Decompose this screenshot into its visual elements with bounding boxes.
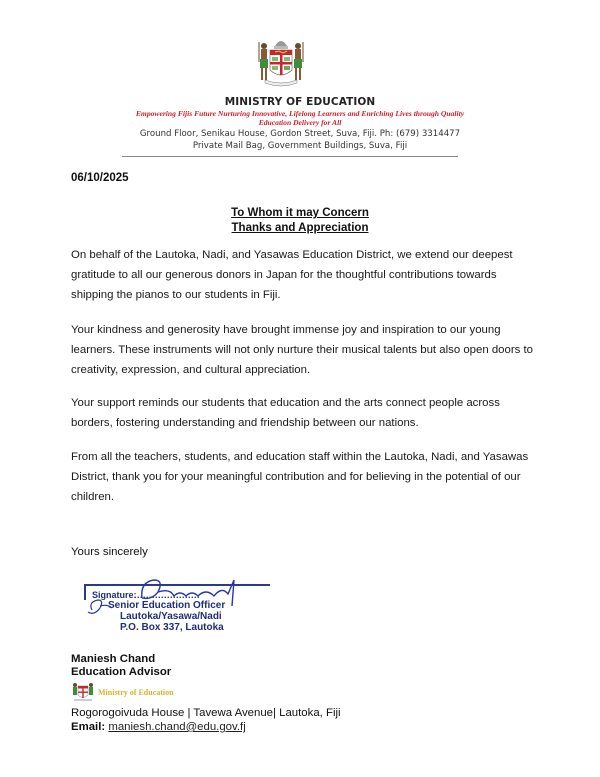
signer-contact [71,706,341,734]
stamp-line-3: P.O. Box 337, Lautoka [120,622,224,633]
handwritten-signature-icon [82,576,272,644]
body-paragraph-3: Your support reminds our students that education and the arts connect people across borders, fostering understanding and friendship between our nations. [71,397,500,429]
email-link[interactable]: maniesh.chand@edu.gov.fj [108,721,246,733]
signer-address: Rogorogoivuda House | Tavewa Avenue| Lautoka, Fiji [71,707,341,719]
stamp-line-1: Senior Education Officer [108,600,226,611]
ministry-motto [100,109,500,127]
letter-date: 06/10/2025 [71,172,129,184]
stamp-signature-label: Signature: [92,590,137,600]
address-line-2: Private Mail Bag, Government Buildings, Suva, Fiji [192,141,408,151]
signer-block [71,653,171,679]
ministry-title: MINISTRY OF EDUCATION [224,96,376,108]
fiji-coat-of-arms-icon [255,36,307,90]
motto-line-2: Education Delivery for All [258,118,342,127]
letter-subject [0,206,600,236]
closing-salutation: Yours sincerely [71,546,148,558]
body-paragraph-1: On behalf of the Lautoka, Nadi, and Yasawas Education District, we extend our deepest gratitude to all our generous donors in Japan for the thoughtful contributions towards shipping the pianos to our students in Fiji. [71,249,513,301]
stamp-signature-dots: ...................... [134,590,201,600]
address-line-1: Ground Floor, Senikau House, Gordon Street, Suva, Fiji. Ph: (679) 3314477 [139,129,461,139]
letterhead-divider [122,156,458,157]
letterhead [100,96,500,152]
body-paragraph-2: Your kindness and generosity have brought immense joy and inspiration to our young learners. These instruments will not only nurture their musical talents but also open doors to creativity, expression, and cultural appreciation. [71,324,533,376]
subject-line-2: Thanks and Appreciation [231,222,369,234]
fiji-coat-of-arms-small-icon [71,681,95,703]
email-signature-logo [71,680,174,704]
logo-ministry-text: Ministry of Education [98,687,174,697]
email-label: Email: [71,721,106,733]
official-stamp [82,576,272,644]
signer-title: Education Advisor [71,666,172,678]
motto-line-1: Empowering Fijis Future Nurturing Innovative, Lifelong Learners and Enriching Lives through Quality [135,109,465,118]
stamp-line-2: Lautoka/Yasawa/Nadi [120,611,222,622]
body-paragraph-4: From all the teachers, students, and education staff within the Lautoka, Nadi, and Yasawas District, thank you for your meaningful contribution and for believing in the potential of our children. [71,451,529,503]
letterhead-address [100,128,500,152]
signer-name: Maniesh Chand [71,653,156,665]
subject-line-1: To Whom it may Concern [231,207,369,219]
email-row [71,720,341,734]
